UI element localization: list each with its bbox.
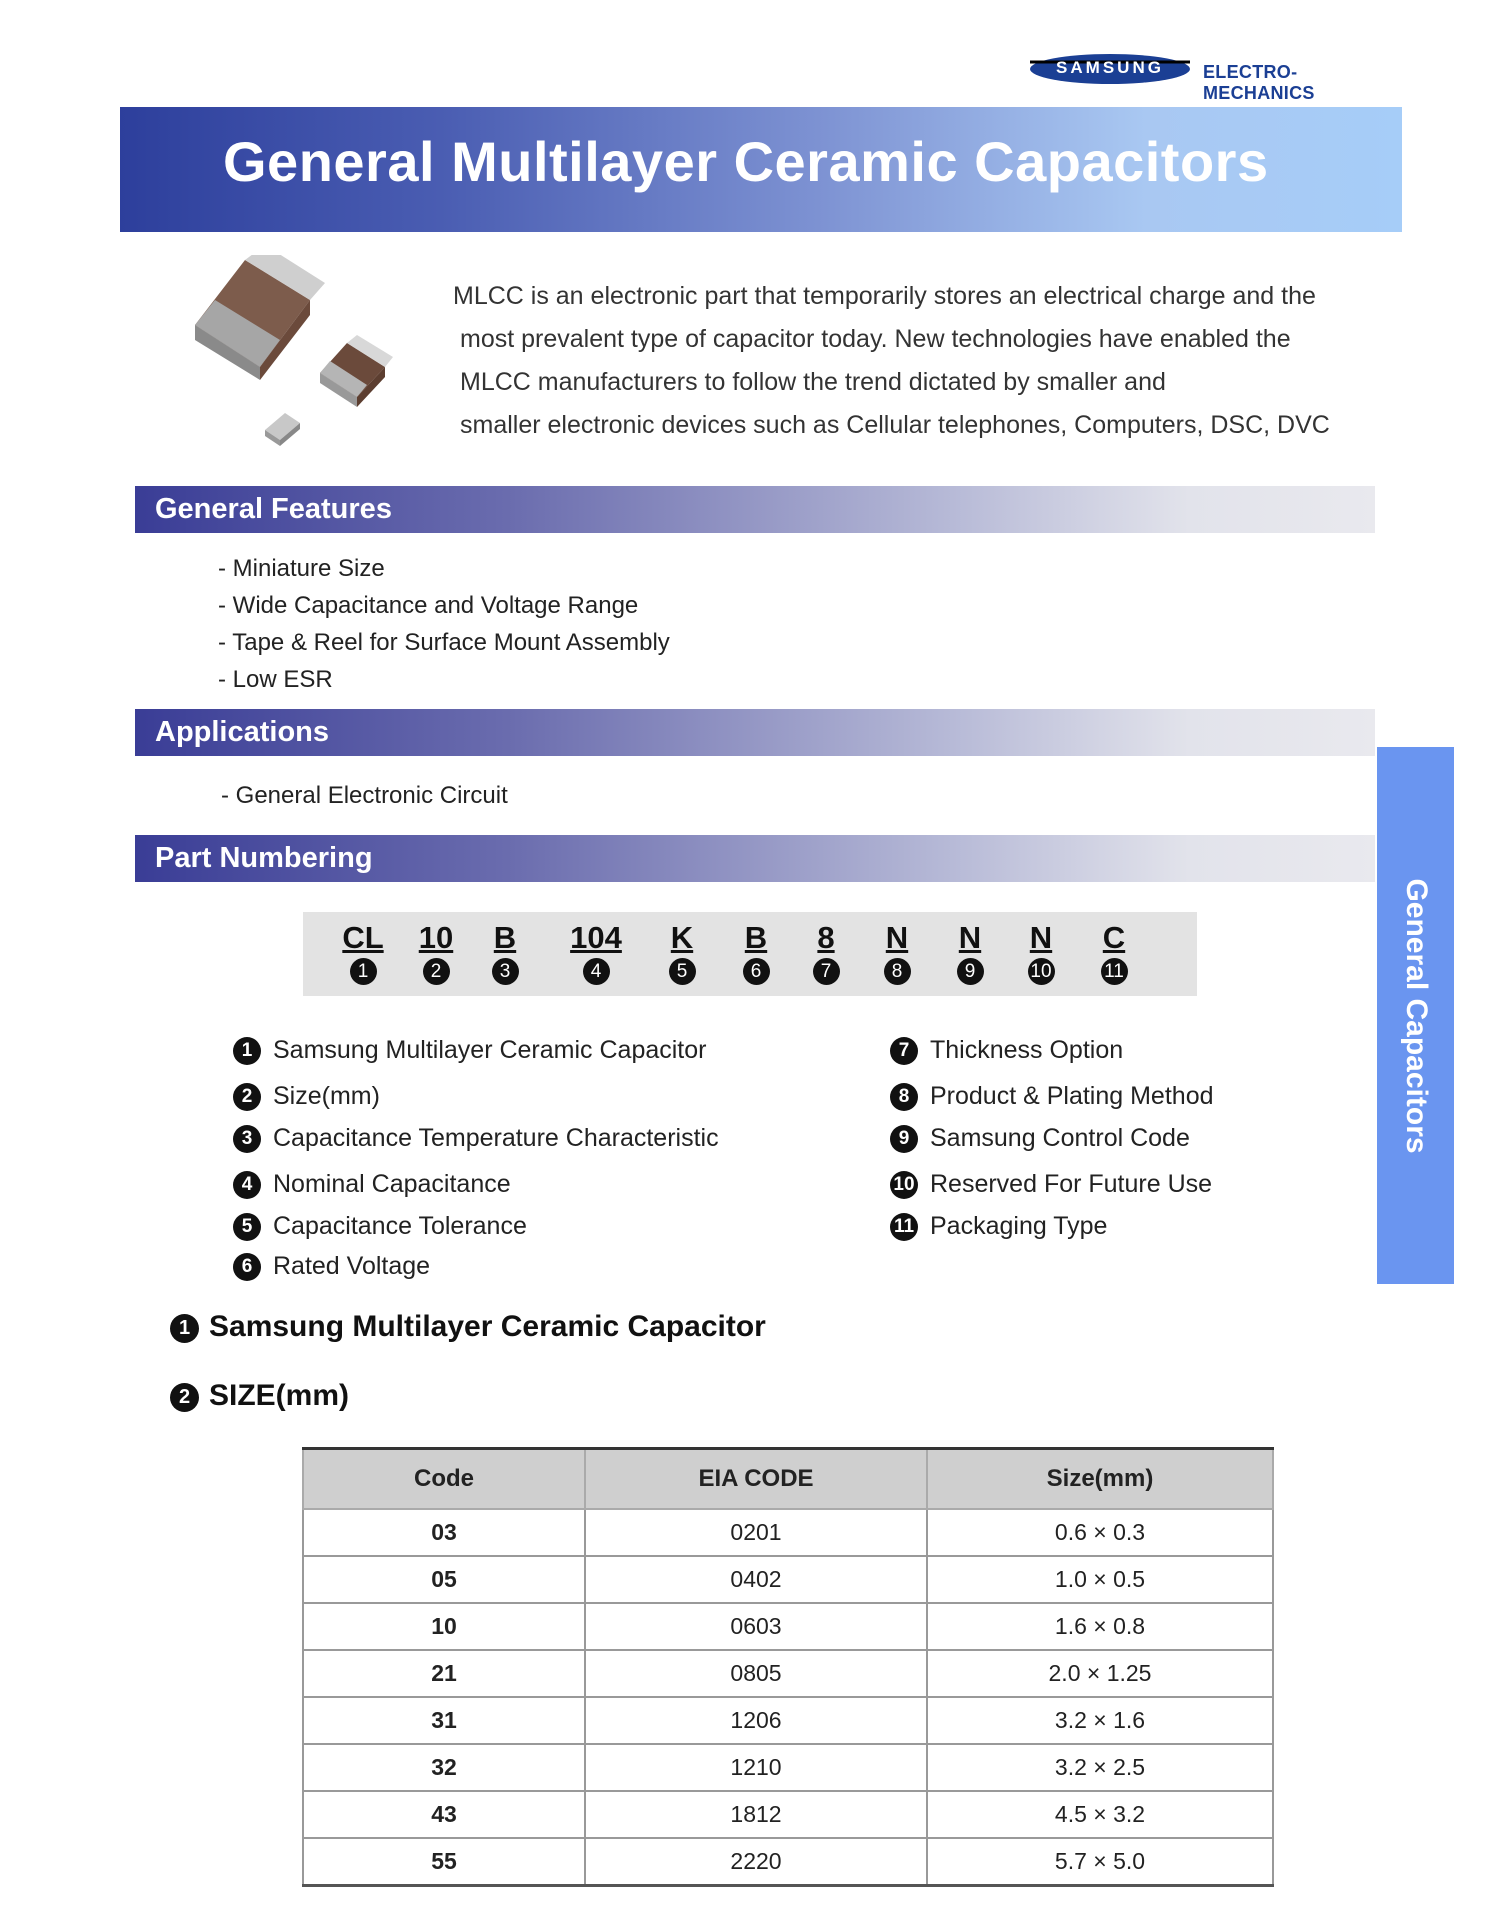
feature-item: - Wide Capacitance and Voltage Range xyxy=(218,592,639,619)
title-banner xyxy=(120,107,1402,232)
table-row xyxy=(303,1650,1273,1697)
section-header-general-features xyxy=(135,486,1375,533)
part-code-segment xyxy=(401,920,471,985)
table-row xyxy=(303,1697,1273,1744)
part-code-number-badge: 10 xyxy=(1028,958,1055,985)
size-table xyxy=(302,1447,1274,1887)
part-code-segment xyxy=(470,920,540,985)
legend-item xyxy=(233,1212,527,1241)
intro-line: MLCC is an electronic part that temporarily stores an electrical charge and the xyxy=(453,282,1316,310)
cell-eia: 0805 xyxy=(585,1650,927,1697)
cell-size: 3.2 × 1.6 xyxy=(927,1697,1273,1744)
legend-label: Samsung Control Code xyxy=(930,1124,1190,1152)
column-header-code: Code xyxy=(303,1449,585,1510)
cell-eia: 1210 xyxy=(585,1744,927,1791)
legend-item xyxy=(890,1082,1214,1111)
section-title: Part Numbering xyxy=(155,842,373,874)
part-code-number-badge: 3 xyxy=(492,958,519,985)
part-code-number-badge: 7 xyxy=(813,958,840,985)
part-code-number-badge: 5 xyxy=(669,958,696,985)
medium-chip-icon xyxy=(320,335,393,407)
legend-item xyxy=(233,1036,706,1065)
cell-size: 0.6 × 0.3 xyxy=(927,1509,1273,1556)
number-badge-icon: 3 xyxy=(233,1125,261,1153)
number-badge-icon: 1 xyxy=(233,1037,261,1065)
cell-size: 2.0 × 1.25 xyxy=(927,1650,1273,1697)
feature-item: - Miniature Size xyxy=(218,555,385,582)
cell-code: 21 xyxy=(303,1650,585,1697)
table-row xyxy=(303,1556,1273,1603)
legend-label: Thickness Option xyxy=(930,1036,1124,1064)
logo-brand-text: SAMSUNG xyxy=(1056,58,1164,77)
intro-line: most prevalent type of capacitor today. New technologies have enabled the xyxy=(460,325,1291,353)
part-code-number-badge: 1 xyxy=(350,958,377,985)
part-code-segment xyxy=(791,920,861,985)
section-title: General Features xyxy=(155,493,392,525)
part-code-letter: B xyxy=(744,920,768,955)
legend-label: Samsung Multilayer Ceramic Capacitor xyxy=(273,1036,707,1064)
part-code-letter: 10 xyxy=(418,920,454,955)
number-badge-icon: 5 xyxy=(233,1213,261,1241)
legend-label: Capacitance Tolerance xyxy=(273,1212,527,1240)
part-code-segment xyxy=(561,920,631,985)
cell-eia: 2220 xyxy=(585,1838,927,1886)
table-header-row xyxy=(303,1449,1273,1510)
cell-size: 4.5 × 3.2 xyxy=(927,1791,1273,1838)
part-code-letter: N xyxy=(1029,920,1053,955)
table-row xyxy=(303,1791,1273,1838)
number-badge-icon: 9 xyxy=(890,1125,918,1153)
part-code-segment xyxy=(1079,920,1149,985)
cell-code: 43 xyxy=(303,1791,585,1838)
cell-size: 3.2 × 2.5 xyxy=(927,1744,1273,1791)
part-code-box xyxy=(303,912,1197,996)
part-code-number-badge: 2 xyxy=(423,958,450,985)
legend-label: Reserved For Future Use xyxy=(930,1170,1213,1198)
cell-code: 05 xyxy=(303,1556,585,1603)
number-badge-icon: 1 xyxy=(170,1314,199,1343)
part-code-segment xyxy=(328,920,398,985)
part-code-letter: B xyxy=(493,920,517,955)
number-badge-icon: 2 xyxy=(233,1083,261,1111)
samsung-logo xyxy=(1030,52,1390,103)
logo-division-text: ELECTRO-MECHANICS xyxy=(1203,62,1315,103)
cell-size: 1.6 × 0.8 xyxy=(927,1603,1273,1650)
number-badge-icon: 10 xyxy=(890,1171,918,1199)
part-code-segment xyxy=(935,920,1005,985)
table-row xyxy=(303,1838,1273,1886)
number-badge-icon: 2 xyxy=(170,1383,199,1412)
section-header-applications xyxy=(135,709,1375,756)
legend-item xyxy=(233,1124,719,1153)
heading-text: Samsung Multilayer Ceramic Capacitor xyxy=(209,1310,766,1343)
table-row xyxy=(303,1509,1273,1556)
side-tab-label: General Capacitors xyxy=(1399,877,1433,1154)
part-code-segment xyxy=(721,920,791,985)
part-code-letter: K xyxy=(670,920,694,955)
part-code-segment xyxy=(862,920,932,985)
mlcc-chip-illustration xyxy=(185,255,405,455)
part-code-number-badge: 6 xyxy=(743,958,770,985)
application-item: - General Electronic Circuit xyxy=(221,782,508,809)
part-code-letter: C xyxy=(1102,920,1126,955)
part-code-number-badge: 9 xyxy=(957,958,984,985)
legend-item xyxy=(233,1252,430,1281)
number-badge-icon: 8 xyxy=(890,1083,918,1111)
intro-line: smaller electronic devices such as Cellular telephones, Computers, DSC, DVC xyxy=(460,411,1330,439)
cell-size: 1.0 × 0.5 xyxy=(927,1556,1273,1603)
part-code-number-badge: 8 xyxy=(884,958,911,985)
table-row xyxy=(303,1744,1273,1791)
legend-item xyxy=(890,1036,1123,1065)
cell-code: 55 xyxy=(303,1838,585,1886)
part-code-segment xyxy=(647,920,717,985)
number-badge-icon: 7 xyxy=(890,1037,918,1065)
part-code-letter: N xyxy=(885,920,909,955)
cell-eia: 1206 xyxy=(585,1697,927,1744)
part-code-letter: N xyxy=(958,920,982,955)
side-tab-general-capacitors[interactable] xyxy=(1377,747,1454,1284)
number-badge-icon: 6 xyxy=(233,1253,261,1281)
intro-line: MLCC manufacturers to follow the trend dictated by smaller and xyxy=(460,368,1166,396)
cell-size: 5.7 × 5.0 xyxy=(927,1838,1273,1886)
part-code-letter: CL xyxy=(342,920,384,955)
number-badge-icon: 4 xyxy=(233,1171,261,1199)
legend-item xyxy=(890,1212,1107,1241)
cell-code: 31 xyxy=(303,1697,585,1744)
cell-code: 10 xyxy=(303,1603,585,1650)
heading-text: SIZE(mm) xyxy=(209,1379,350,1412)
cell-eia: 0402 xyxy=(585,1556,927,1603)
legend-item xyxy=(233,1170,511,1199)
cell-eia: 0603 xyxy=(585,1603,927,1650)
legend-item xyxy=(890,1170,1212,1199)
table-row xyxy=(303,1603,1273,1650)
page-title: General Multilayer Ceramic Capacitors xyxy=(223,130,1269,193)
cell-eia: 0201 xyxy=(585,1509,927,1556)
legend-label: Nominal Capacitance xyxy=(273,1170,511,1198)
part-code-letter: 8 xyxy=(817,920,835,955)
section-header-part-numbering xyxy=(135,835,1375,882)
feature-item: - Tape & Reel for Surface Mount Assembly xyxy=(218,629,670,656)
column-header-eia-code: EIA CODE xyxy=(585,1449,927,1510)
part-code-segment xyxy=(1006,920,1076,985)
legend-item xyxy=(233,1082,380,1111)
legend-label: Product & Plating Method xyxy=(930,1082,1214,1110)
cell-code: 03 xyxy=(303,1509,585,1556)
part-code-number-badge: 4 xyxy=(583,958,610,985)
large-chip-icon xyxy=(195,255,325,380)
cell-eia: 1812 xyxy=(585,1791,927,1838)
legend-label: Packaging Type xyxy=(930,1212,1108,1240)
section-heading xyxy=(170,1310,766,1344)
legend-label: Size(mm) xyxy=(273,1082,380,1110)
small-chip-icon xyxy=(265,413,300,446)
section-title: Applications xyxy=(155,716,330,748)
section-heading xyxy=(170,1379,349,1413)
feature-item: - Low ESR xyxy=(218,666,333,693)
column-header-size: Size(mm) xyxy=(927,1449,1273,1510)
part-code-number-badge: 11 xyxy=(1101,958,1128,985)
legend-label: Capacitance Temperature Characteristic xyxy=(273,1124,719,1152)
legend-item xyxy=(890,1124,1190,1153)
legend-label: Rated Voltage xyxy=(273,1252,431,1280)
number-badge-icon: 11 xyxy=(890,1213,918,1241)
part-code-letter: 104 xyxy=(570,920,622,955)
cell-code: 32 xyxy=(303,1744,585,1791)
